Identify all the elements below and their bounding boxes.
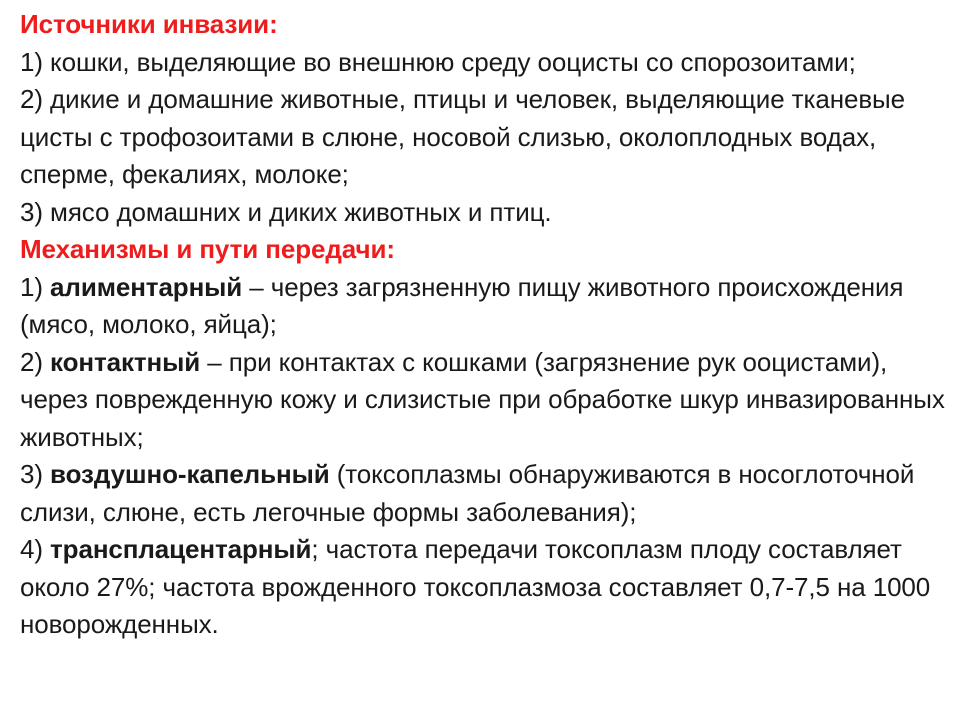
mechanism-item-1-text: – через загрязненную пищу животного происхождения (мясо, молоко, яйца); <box>20 271 904 339</box>
mechanisms-heading: Механизмы и пути передачи: <box>20 234 395 264</box>
mechanism-item-3-text: (токсоплазмы обнаруживаются в носоглоточной слизи, слюне, есть легочные формы заболевания); <box>20 459 915 527</box>
mechanism-item-4-text: ; частота передачи токсоплазм плоду составляет около 27%; частота врожденного токсоплазмоза составляет 0,7-7,5 на 1000 новорожденных. <box>20 534 931 639</box>
sources-heading: Источники инвазии: <box>20 9 278 39</box>
mechanism-item-2 <box>20 344 950 457</box>
mechanism-item-2-text: – при контактах с кошками (загрязнение рук ооцистами), через поврежденную кожу и слизистые при обработке шкур инвазированных животных; <box>20 346 945 452</box>
mechanism-term-contact: контактный <box>50 346 201 377</box>
mechanism-item-4 <box>20 531 950 644</box>
mechanism-item-3 <box>20 456 950 531</box>
slide-body <box>20 6 950 644</box>
source-item-2: 2) дикие и домашние животные, птицы и человек, выделяющие тканевые цисты с трофозоитами в слюне, носовой слизью, околоплодных водах, сперме, фекалиях, молоке; <box>20 84 905 189</box>
mechanism-term-alimentary: алиментарный <box>50 271 243 302</box>
mechanism-item-1-prefix: 1) <box>20 271 51 302</box>
mechanism-term-airborne: воздушно-капельный <box>50 459 330 489</box>
mechanism-item-3-prefix: 3) <box>20 459 51 489</box>
source-item-3: 3) мясо домашних и диких животных и птиц. <box>20 196 552 227</box>
mechanism-item-2-prefix: 2) <box>20 346 51 377</box>
mechanism-item-4-prefix: 4) <box>20 534 51 564</box>
mechanism-item-1 <box>20 269 950 344</box>
source-item-1: 1) кошки, выделяющие во внешнюю среду ооцисты со спорозоитами; <box>20 46 856 77</box>
mechanism-term-transplacental: трансплацентарный <box>50 534 312 564</box>
